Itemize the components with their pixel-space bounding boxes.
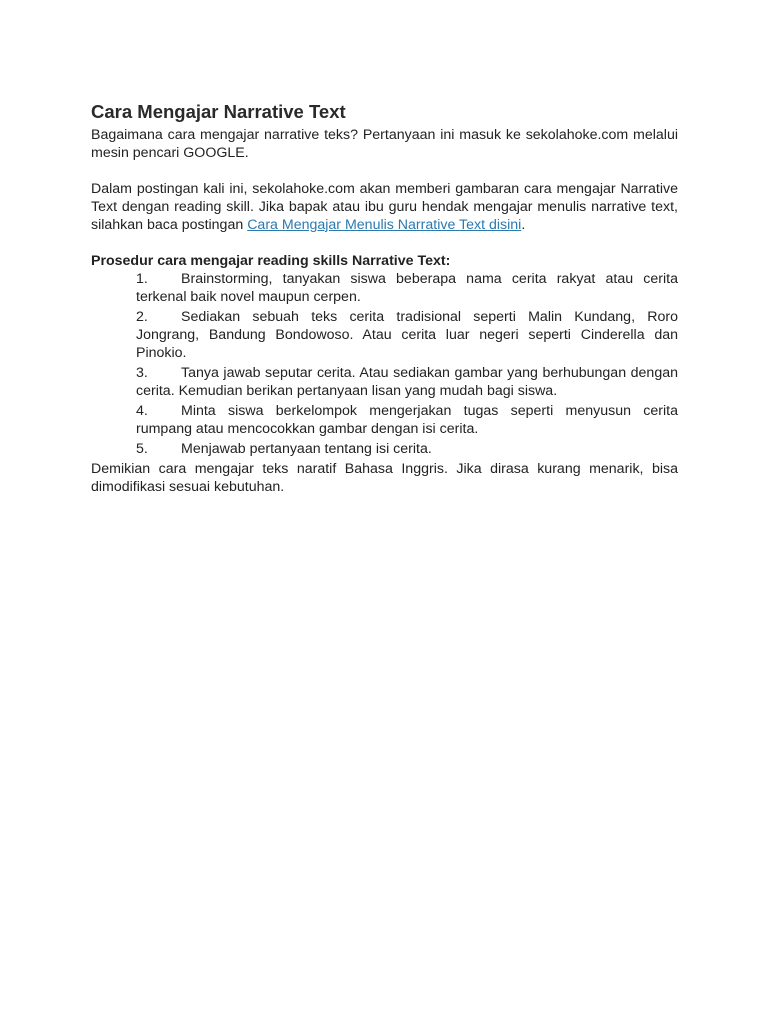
procedure-step	[136, 270, 678, 306]
procedure-list	[91, 270, 678, 458]
description-end: .	[521, 217, 526, 233]
description-text: Dalam postingan kali ini, sekolahoke.com akan memberi gambaran cara mengajar Narrative Text dengan reading skill. Jika bapak atau ibu guru hendak mengajar menulis narrative text, silahkan baca postingan	[91, 181, 678, 233]
writing-guide-link[interactable]: Cara Mengajar Menulis Narrative Text disini	[247, 217, 522, 233]
closing-paragraph: Demikian cara mengajar teks naratif Bahasa Inggris. Jika dirasa kurang menarik, bisa dimodifikasi sesuai kebutuhan.	[91, 461, 678, 495]
document-title: Cara Mengajar Narrative Text	[91, 101, 346, 122]
procedure-step	[136, 440, 678, 458]
step-number: 3.	[136, 365, 148, 381]
step-text: Minta siswa berkelompok mengerjakan tugas seperti menyusun cerita rumpang atau mencocokkan gambar dengan isi cerita.	[136, 403, 678, 437]
procedure-step	[136, 364, 678, 400]
step-text: Tanya jawab seputar cerita. Atau sediakan gambar yang berhubungan dengan cerita. Kemudian berikan pertanyaan lisan yang mudah bagi siswa.	[136, 365, 678, 399]
step-number: 5.	[136, 441, 148, 457]
procedure-step	[136, 402, 678, 438]
step-text: Sediakan sebuah teks cerita tradisional seperti Malin Kundang, Roro Jongrang, Bandung Bondowoso. Atau cerita luar negeri seperti Cinderella dan Pinokio.	[136, 309, 678, 361]
paragraph-spacer	[91, 162, 678, 180]
step-text: Brainstorming, tanyakan siswa beberapa nama cerita rakyat atau cerita terkenal baik novel maupun cerpen.	[136, 271, 678, 305]
step-number: 2.	[136, 309, 148, 325]
description-paragraph	[91, 180, 678, 234]
document-page	[91, 100, 678, 496]
step-number: 1.	[136, 271, 148, 287]
procedure-step	[136, 308, 678, 362]
step-number: 4.	[136, 403, 148, 419]
intro-paragraph: Bagaimana cara mengajar narrative teks? Pertanyaan ini masuk ke sekolahoke.com melalui mesin pencari GOOGLE.	[91, 127, 678, 161]
procedure-heading: Prosedur cara mengajar reading skills Narrative Text:	[91, 253, 451, 269]
step-text: Menjawab pertanyaan tentang isi cerita.	[181, 441, 432, 457]
paragraph-spacer	[91, 234, 678, 252]
